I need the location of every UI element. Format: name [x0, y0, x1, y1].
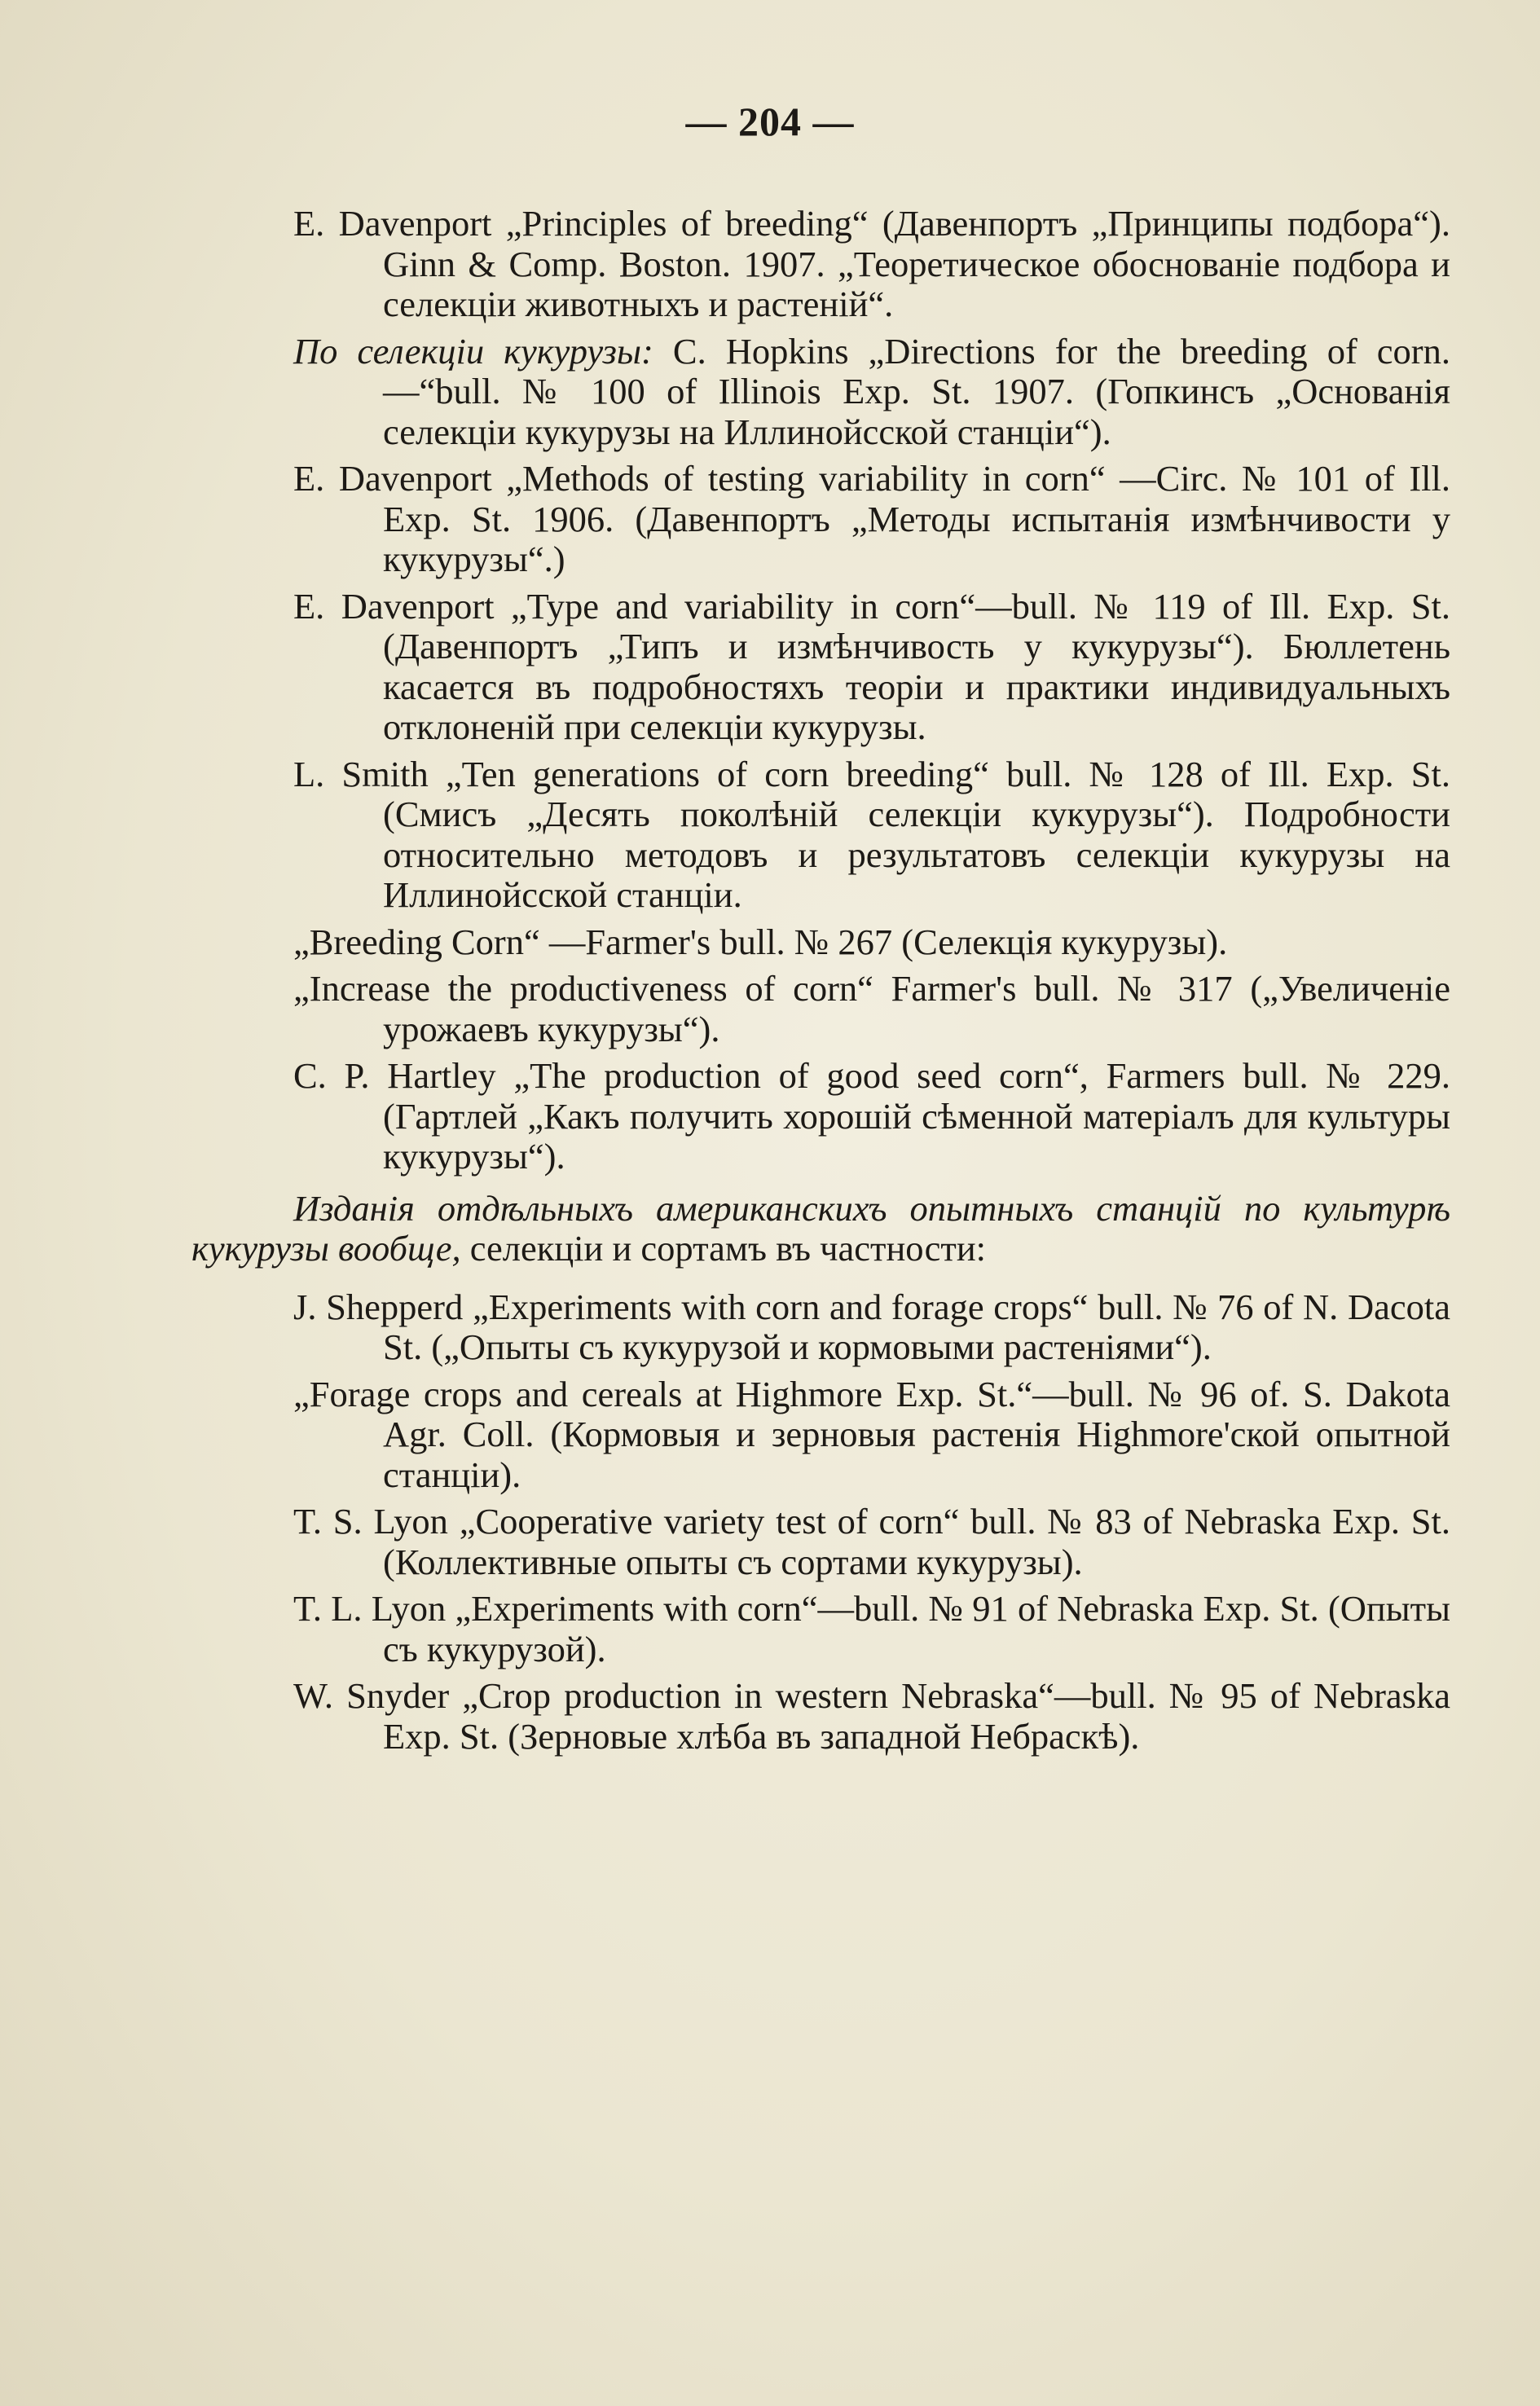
bibliography-entry: „Forage crops and cereals at Highmore Exp. St.“—bull. № 96 of. S. Dakota Agr. Coll. (Кормовыя и зерновыя растенія Highmore'ской опытной станціи). [293, 1373, 1450, 1495]
entry-text: C. Hopkins „Directions for the breeding of corn.—“bull. № 100 of Illinois Exp. St. 1907. (Гопкинсъ „Основанія селекціи кукурузы на Иллинойсской станціи“). [383, 330, 1450, 452]
bibliography-entry: „Increase the productiveness of corn“ Farmer's bull. № 317 („Увеличеніе урожаевъ кукурузы“). [293, 968, 1450, 1049]
bibliography-entry: E. Davenport „Type and variability in corn“—bull. № 119 of Ill. Exp. St. (Давенпортъ „Типъ и измѣнчивость у кукурузы“). Бюллетень касается въ подробностяхъ теоріи и практики индивидуальныхъ отклоненій при селекціи кукурузы. [293, 585, 1450, 747]
bibliography-entry: C. P. Hartley „The production of good seed corn“, Farmers bull. № 229. (Гартлей „Какъ получить хорошій сѣменной матеріалъ для культуры кукурузы“). [293, 1055, 1450, 1177]
entry-lead-italic: По селекціи кукурузы: [293, 330, 653, 372]
bibliography-entry: L. Smith „Ten generations of corn breeding“ bull. № 128 of Ill. Exp. St. (Смисъ „Десять поколѣній селекціи кукурузы“). Подробности относительно методовъ и результатовъ селекціи кукурузы на Иллинойсской станціи. [293, 753, 1450, 915]
section-heading [191, 1189, 1450, 1269]
bibliography [191, 203, 1450, 1763]
bibliography-entry: J. Shepperd „Experiments with corn and forage crops“ bull. № 76 of N. Dacota St. („Опыты съ кукурузой и кормовыми растеніями“). [293, 1286, 1450, 1367]
bibliography-entry: E. Davenport „Principles of breeding“ (Давенпортъ „Принципы подбора“). Ginn & Comp. Boston. 1907. „Теоретическое обоснованіе подбора и селекціи животныхъ и растеній“. [293, 203, 1450, 324]
bibliography-entry: T. L. Lyon „Experiments with corn“—bull. № 91 of Nebraska Exp. St. (Опыты съ кукурузой). [293, 1588, 1450, 1669]
bibliography-entry: „Breeding Corn“ —Farmer's bull. № 267 (Селекція кукурузы). [293, 921, 1228, 962]
bibliography-entry: T. S. Lyon „Cooperative variety test of corn“ bull. № 83 of Nebraska Exp. St. (Коллективные опыты съ сортами кукурузы). [293, 1501, 1450, 1582]
page-number: — 204 — [685, 99, 855, 144]
bibliography-entry [293, 332, 1450, 453]
bibliography-entry: E. Davenport „Methods of testing variability in corn“ —Circ. № 101 of Ill. Exp. St. 1906. (Давенпортъ „Методы испытанія измѣнчивости у кукурузы“.) [293, 458, 1450, 579]
section-heading-italic: Изданія отдѣльныхъ американскихъ опытныхъ станцій по культурѣ кукурузы вообще, [191, 1187, 1450, 1269]
section-heading-rest: селекціи и сортамъ въ частности: [460, 1228, 987, 1269]
bibliography-entry: W. Snyder „Crop production in western Nebraska“—bull. № 95 of Nebraska Exp. St. (Зерновые хлѣба въ западной Небраскѣ). [293, 1675, 1450, 1757]
